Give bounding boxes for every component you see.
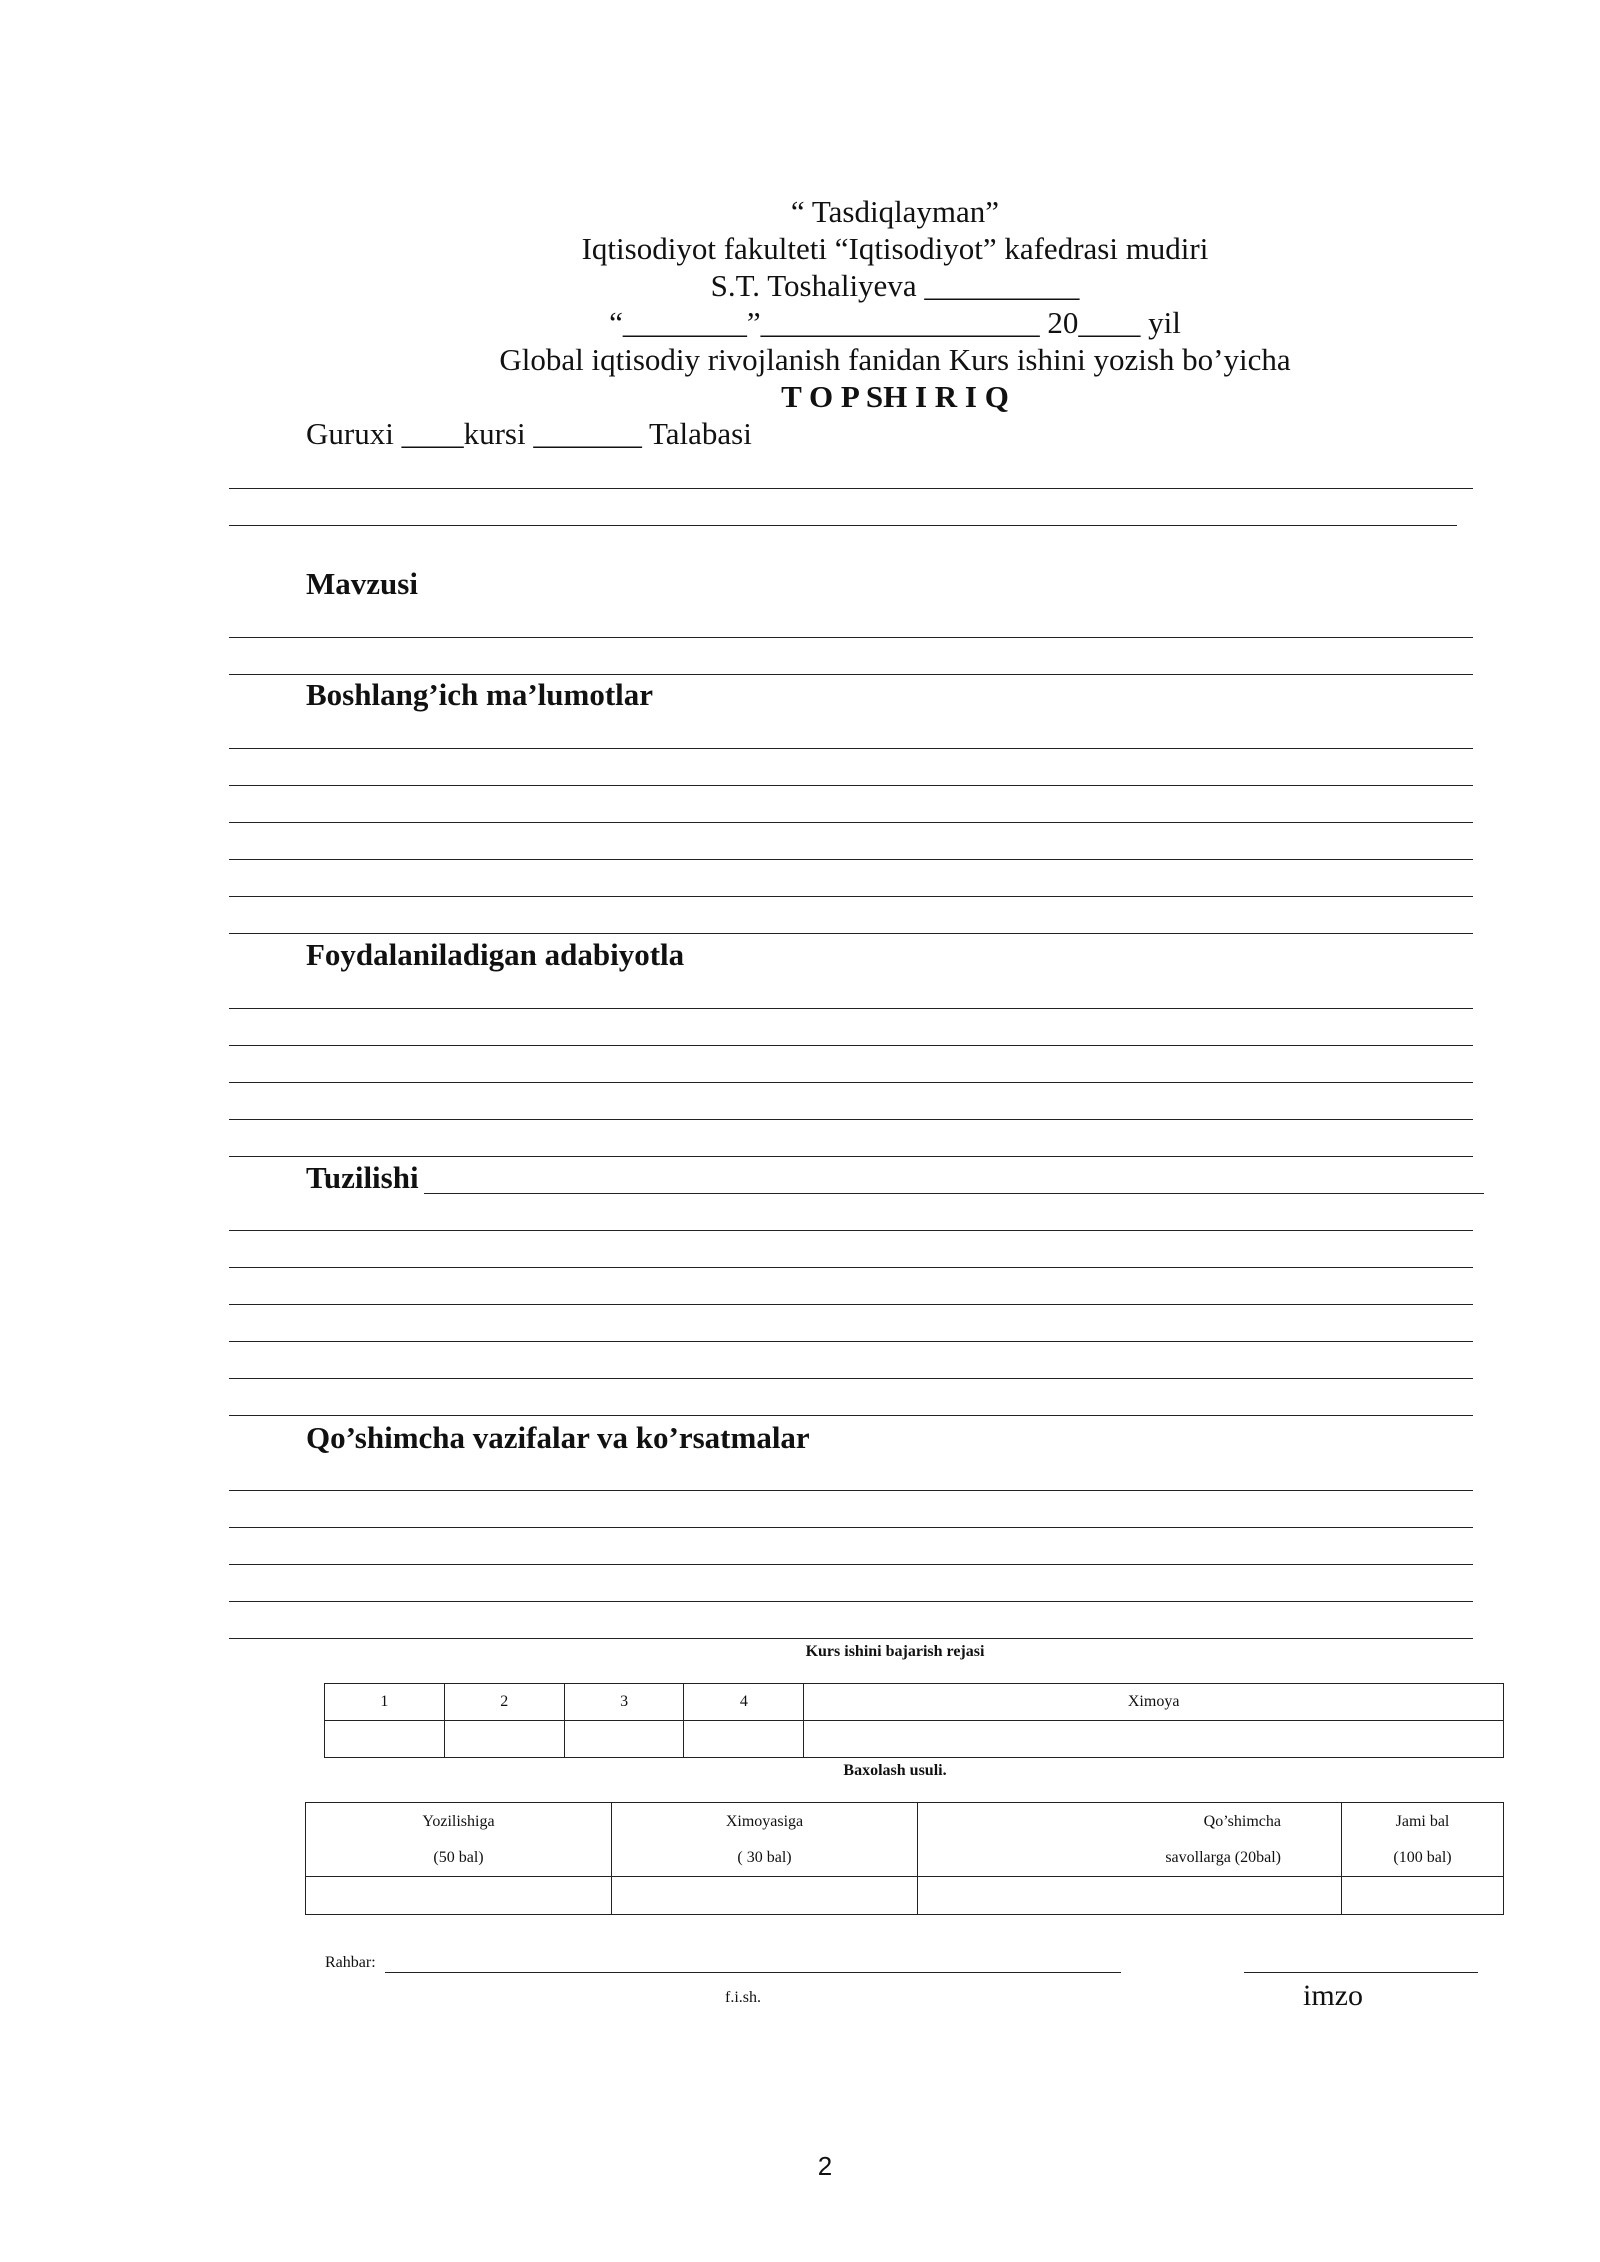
- structure-heading: Tuzilishi: [306, 1160, 419, 1195]
- head-name-line: S.T. Toshaliyeva __________: [710, 268, 1080, 303]
- approval-label: “ Tasdiqlayman”: [790, 194, 1000, 229]
- plan-title: Kurs ishini bajarish rejasi: [805, 1643, 985, 1660]
- blank-line: [229, 1082, 1473, 1083]
- grading-header-line2: ( 30 bal): [737, 1848, 792, 1866]
- grading-empty-cell: [612, 1877, 918, 1915]
- plan-header-cell: 2: [444, 1684, 564, 1721]
- extra-tasks-heading: Qo’shimcha vazifalar va ko’rsatmalar: [306, 1420, 810, 1455]
- fish-label: f.i.sh.: [725, 1989, 761, 2006]
- blank-line: [229, 674, 1473, 675]
- grading-header-cell: [1342, 1803, 1504, 1877]
- grading-header-cell: [306, 1803, 612, 1877]
- blank-line: [229, 785, 1473, 786]
- grading-empty-cell: [306, 1877, 612, 1915]
- page-number: 2: [817, 2151, 833, 2181]
- course-line: Global iqtisodiy rivojlanish fanidan Kurs ishini yozish bo’yicha: [499, 342, 1291, 377]
- blank-line: [229, 1267, 1473, 1268]
- blank-line: [424, 1193, 1484, 1194]
- grading-empty-cell: [918, 1877, 1342, 1915]
- signature-line: [1244, 1972, 1478, 1973]
- literature-heading: Foydalaniladigan adabiyotla: [306, 937, 685, 972]
- blank-line: [229, 1119, 1473, 1120]
- grading-header-cell: [612, 1803, 918, 1877]
- blank-line: [229, 1490, 1473, 1491]
- grading-empty-cell: [1342, 1877, 1504, 1915]
- blank-line: [229, 1638, 1473, 1639]
- plan-empty-cell: [564, 1721, 684, 1758]
- plan-header-cell: 4: [684, 1684, 804, 1721]
- blank-line: [229, 896, 1473, 897]
- blank-line: [229, 488, 1473, 489]
- blank-line: [229, 1045, 1473, 1046]
- blank-line: [229, 1527, 1473, 1528]
- blank-line: [229, 1415, 1473, 1416]
- blank-line: [229, 1564, 1473, 1565]
- plan-empty-cell: [804, 1721, 1504, 1758]
- grading-header-line2: savollarga (20bal): [1165, 1848, 1281, 1866]
- grading-table: [305, 1802, 1504, 1915]
- plan-header-cell: 1: [325, 1684, 445, 1721]
- plan-header-cell: 3: [564, 1684, 684, 1721]
- blank-line: [229, 637, 1473, 638]
- blank-line: [229, 822, 1473, 823]
- initial-data-heading: Boshlang’ich ma’lumotlar: [306, 677, 654, 712]
- blank-line: [229, 859, 1473, 860]
- grading-header-line2: (50 bal): [433, 1848, 484, 1866]
- blank-line: [229, 1341, 1473, 1342]
- topic-heading: Mavzusi: [306, 566, 418, 601]
- blank-line: [229, 1156, 1473, 1157]
- blank-line: [229, 1304, 1473, 1305]
- plan-empty-cell: [325, 1721, 445, 1758]
- grading-header-line1: Jami bal: [1395, 1812, 1450, 1830]
- plan-header-cell: Ximoya: [804, 1684, 1504, 1721]
- grading-header-line1: Qo’shimcha: [1203, 1812, 1281, 1830]
- department-line: Iqtisodiyot fakulteti “Iqtisodiyot” kafedrasi mudiri: [581, 231, 1209, 266]
- date-line: “________”__________________ 20____ yil: [609, 305, 1181, 340]
- grading-title: Baxolash usuli.: [843, 1762, 947, 1779]
- sign-label: imzo: [1303, 1979, 1363, 2012]
- blank-line: [229, 1230, 1473, 1231]
- grading-header-line1: Ximoyasiga: [725, 1812, 804, 1830]
- grading-header-line1: Yozilishiga: [422, 1812, 495, 1830]
- blank-line: [229, 1601, 1473, 1602]
- grading-header-cell: [918, 1803, 1342, 1877]
- blank-line: [229, 933, 1473, 934]
- grading-header-line2: (100 bal): [1393, 1848, 1452, 1866]
- document-title: T O P SH I R I Q: [781, 379, 1009, 414]
- blank-line: [229, 1008, 1473, 1009]
- supervisor-label: Rahbar:: [325, 1954, 376, 1971]
- student-line: Guruxi ____kursi _______ Talabasi: [306, 416, 752, 451]
- plan-empty-cell: [444, 1721, 564, 1758]
- blank-line: [229, 1378, 1473, 1379]
- blank-line: [229, 748, 1473, 749]
- supervisor-name-line: [385, 1972, 1121, 1973]
- blank-line: [229, 525, 1457, 526]
- plan-empty-cell: [684, 1721, 804, 1758]
- plan-table: [324, 1683, 1504, 1758]
